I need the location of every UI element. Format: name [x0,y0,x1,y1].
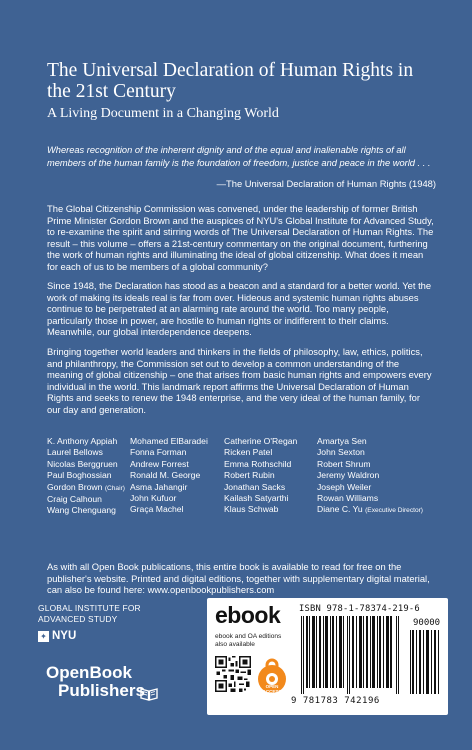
chair-note: (Chair) [104,484,125,492]
member-name: Jeremy Waldron [317,470,380,481]
member-name: Klaus Schwab [224,504,279,515]
member-name: K. Anthony Appiah [47,436,118,446]
book-subtitle: A Living Document in a Changing World [47,106,279,121]
member-name: Laurel Bellows [47,447,103,458]
executive-director-note: (Executive Director) [365,507,424,515]
member-name: Joseph Weiler [317,481,372,492]
member-name: Craig Calhoun [47,494,102,505]
member-name: Catherine O'Regan [224,436,298,446]
publisher-logo-line2: Publishers [58,681,145,700]
publisher-logo [46,664,145,700]
institute-name: GLOBAL INSTITUTE FOR ADVANCED STUDY [38,603,141,624]
publisher-logo-line1: OpenBook [46,663,132,682]
epigraph-quote: Whereas recognition of the inherent dignity and of the equal and inalienable rights of all members of the human family is the foundation of freedom, justice and peace in the world . . . [47,145,431,168]
open-access-label: OPEN ACCESS [262,684,282,694]
member-name: Rowan Williams [317,493,379,504]
member-name: Robert Rubin [224,470,275,481]
member-name: Ricken Patel [224,447,273,458]
open-book-icon [140,687,158,704]
torch-icon: ✦ [38,631,49,642]
member-name: Amartya Sen [317,436,367,446]
nyu-label: NYU [52,630,77,642]
member-name-chair [47,481,125,494]
commission-members-list [47,436,447,517]
member-name: Nicolas Berggruen [47,458,118,469]
isbn-label: ISBN 978-1-78374-219-6 [299,604,420,614]
open-access-paragraph: As with all Open Book publications, this entire book is available to read for free on the publisher's website. Printed and digital editions, together with supplementary digital material, can also be found here: www.openbookpublishers.com [47,561,430,596]
ebook-logo: ebook [215,602,281,628]
member-name: Wang Chenguang [47,505,116,516]
blurb-paragraph-1: The Global Citizenship Commission was convened, under the leadership of former British Prime Minister Gordon Brown and the auspices of NYU's Global Institute for Advanced Study, to re-examine the spirit and stirring words of The Universal Declaration of Human Rights. The result – this volume – offers a 21st-century commentary on the original document, furthering the work of human rights and illuminating the ideal of global citizenship. What does it mean for each of us to be members of a global community? [47,203,434,272]
member-name: Diane C. Yu [317,504,363,515]
members-column-1 [47,436,125,517]
member-name: Gordon Brown [47,481,103,492]
member-name: Graça Machel [130,504,184,515]
member-name: Kailash Satyarthi [224,493,289,504]
member-name: John Sexton [317,447,365,458]
member-name: Robert Shrum [317,458,371,469]
member-name: Emma Rothschild [224,458,292,469]
members-column-4 [317,436,424,517]
qr-code-icon [215,656,251,692]
barcode-icon [299,616,402,694]
member-name: John Kufuor [130,493,177,504]
member-name: Paul Boghossian [47,470,112,481]
blurb-paragraph-2: Since 1948, the Declaration has stood as a beacon and a standard for a better world. Yet the work of making its ideals real is far from over. Hideous and systemic human rights abuses continue to be perpetrated at an alarming rate around the world. Too many people, particularly those in power, are hostile to human rights or indifferent to their claims. Meanwhile, our global interdependence deepens. [47,280,432,338]
blurb-paragraph-3: Bringing together world leaders and thinkers in the fields of philosophy, law, ethics, politics, and philanthropy, the Commission set out to develop a common understanding of the meaning of global citizenship – one that arises from basic human rights and empowers every individual in the world. This landmark report affirms the Universal Declaration of Human Rights and seeks to renew the 1948 enterprise, and the very ideal of the human family, for our day and generation. [47,346,432,415]
member-name: Andrew Forrest [130,458,189,469]
member-name: Fonna Forman [130,447,187,458]
member-name: Jonathan Sacks [224,481,286,492]
members-column-3 [224,436,305,517]
ebook-note: ebook and OA editions also available [215,633,282,648]
book-title: The Universal Declaration of Human Rights in the 21st Century [47,60,414,102]
member-name: Asma Jahangir [130,481,188,492]
members-column-2 [130,436,212,517]
nyu-logo [38,630,76,642]
barcode-number: 9 781783 742196 [291,696,380,706]
member-name: Ronald M. George [130,470,201,481]
member-name: Mohamed ElBaradei [130,436,208,446]
epigraph-attribution: —The Universal Declaration of Human Rights (1948) [216,178,436,189]
barcode-panel [207,598,448,715]
price-code: 90000 [413,618,441,628]
member-name-exec [317,504,424,516]
